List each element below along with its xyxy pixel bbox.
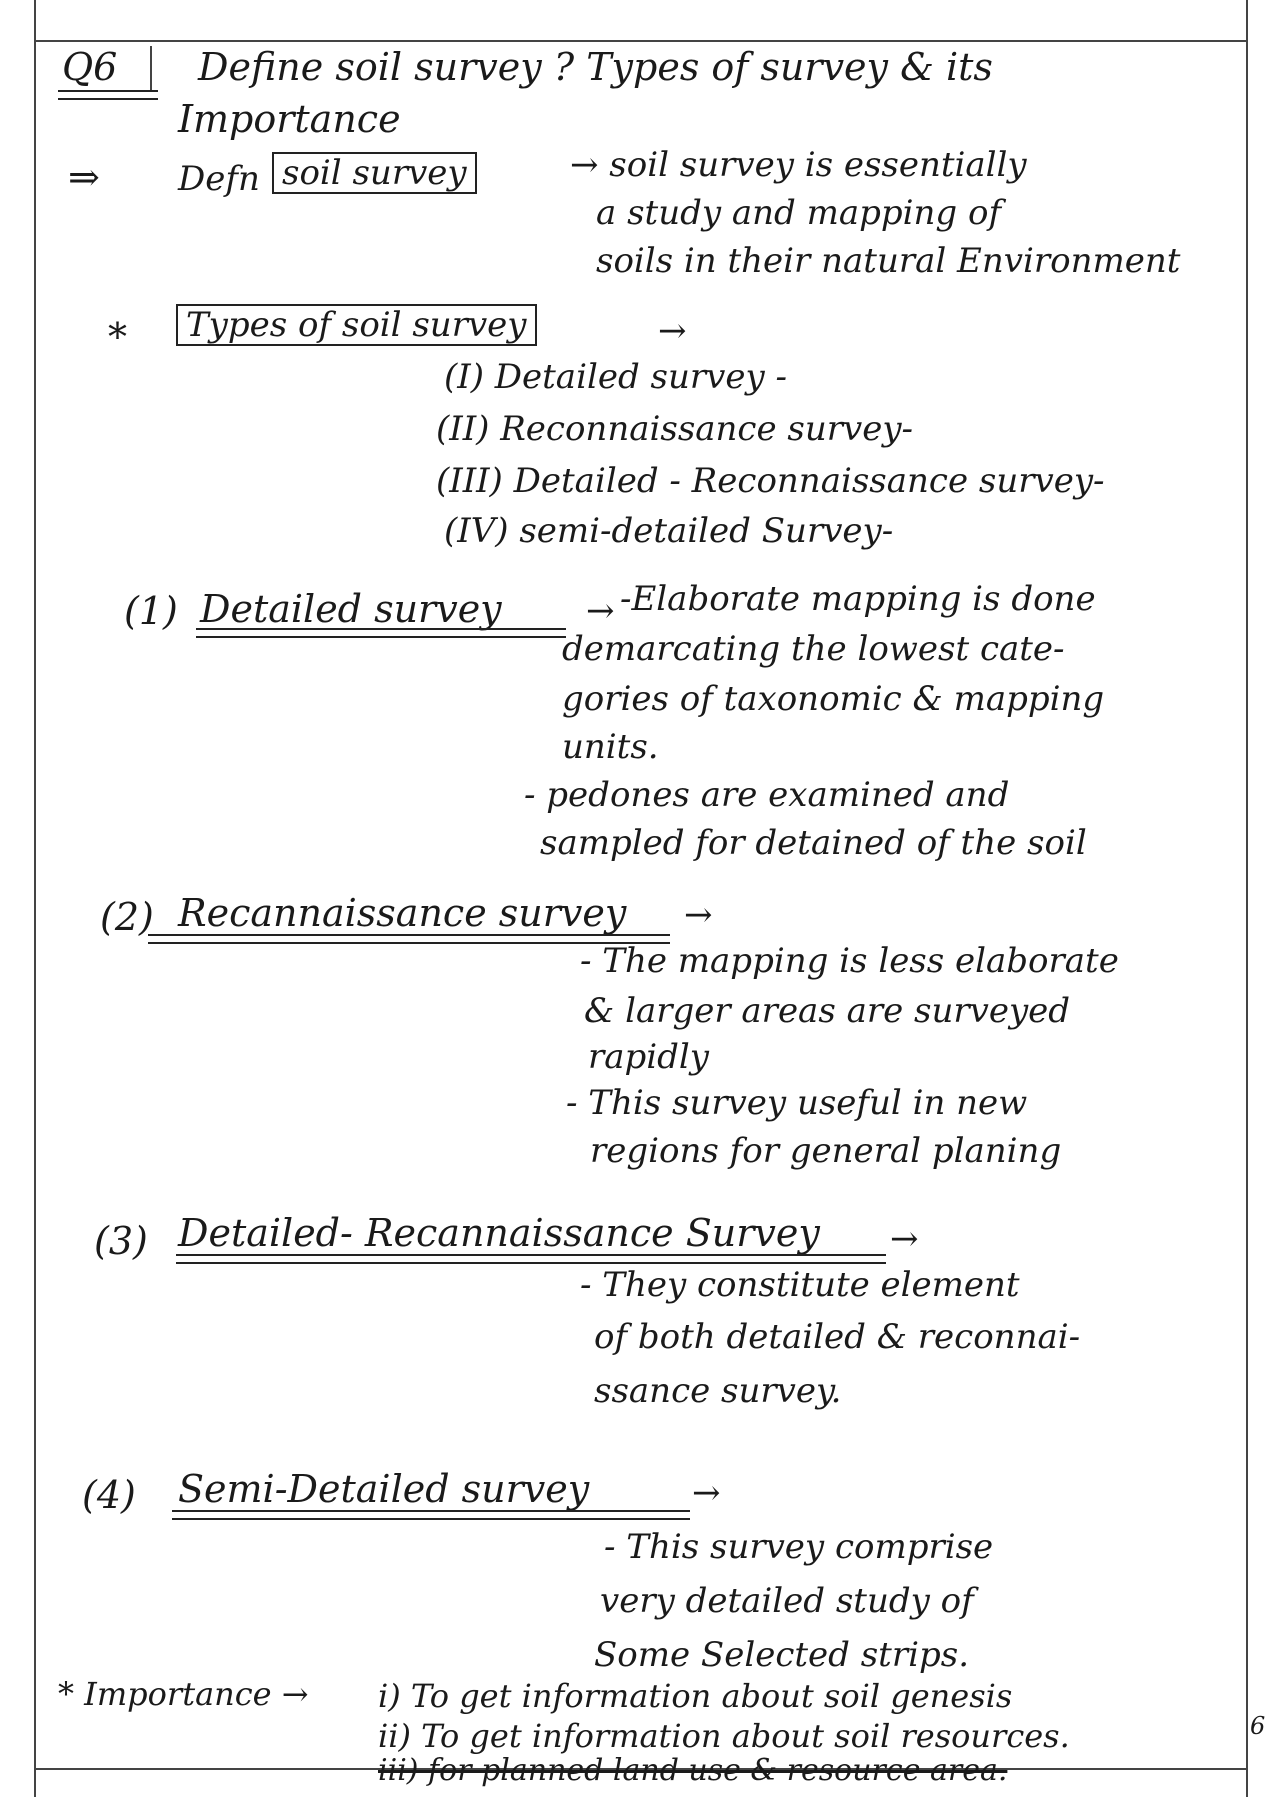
question-title-line2: Importance [178,97,401,141]
right-margin-line [1246,0,1248,1797]
section-3-line-3: ssance survey. [594,1371,842,1411]
definition-text-line2: a study and mapping of [596,193,1002,233]
section-4-title: Semi-Detailed survey [178,1467,590,1511]
importance-item-2: ii) To get information about soil resources. [378,1717,1070,1755]
section-1-line-2: demarcating the lowest cate- [562,629,1065,669]
section-3-line-2: of both detailed & reconnai- [594,1317,1081,1357]
section-2-line-1: - The mapping is less elaborate [580,941,1119,981]
section-4-line-2: very detailed study of [600,1581,974,1621]
question-title-line1: Define soil survey ? Types of survey & its [198,45,993,89]
definition-text-line1: → soil survey is essentially [570,145,1027,185]
types-item-2: (II) Reconnaissance survey- [436,409,914,449]
definition-term: soil survey [272,152,477,194]
definition-label: Defn [178,159,260,199]
section-1-number: (1) [124,589,178,633]
section-4-arrow: → [692,1473,721,1513]
section-1-line-5: - pedones are examined and [524,775,1010,815]
question-number-underline [58,90,158,100]
types-bullet: * [108,315,127,359]
section-1-title: Detailed survey [200,587,502,631]
types-heading-arrow: → [658,311,687,351]
section-1-line-6: sampled for detained of the soil [540,823,1087,863]
section-1-line-1: -Elaborate mapping is done [620,579,1096,619]
section-3-title-underline [176,1254,886,1264]
section-1-arrow: → [586,591,615,631]
types-item-4: (IV) semi-detailed Survey- [444,511,894,551]
section-3-title: Detailed- Recannaissance Survey [178,1211,820,1255]
section-3-arrow: → [890,1219,919,1259]
section-2-line-5: regions for general planing [590,1131,1062,1171]
definition-arrow: ⇒ [68,155,100,199]
section-4-line-1: - This survey comprise [604,1527,994,1567]
section-4-number: (4) [82,1473,136,1517]
importance-item-3: iii) for planned land use & resource area. [378,1753,1008,1788]
types-item-3: (III) Detailed - Reconnaissance survey- [436,461,1105,501]
section-2-line-4: - This survey useful in new [566,1083,1028,1123]
section-2-line-2: & larger areas are surveyed [584,991,1071,1031]
section-3-number: (3) [94,1219,148,1263]
top-margin-line [34,40,1248,42]
section-2-title: Recannaissance survey [178,891,627,935]
types-heading: Types of soil survey [176,304,537,346]
section-4-line-3: Some Selected strips. [594,1635,969,1675]
section-2-line-3: rapidly [588,1037,710,1077]
section-1-title-underline [196,628,566,638]
definition-text-line3: soils in their natural Environment [596,241,1181,281]
importance-label: * Importance → [58,1675,309,1713]
section-2-arrow: → [684,895,713,935]
importance-item-1: i) To get information about soil genesis [378,1677,1013,1715]
question-number-bar [150,46,152,90]
question-number: Q6 [62,45,118,89]
left-margin-line [34,0,36,1797]
section-2-number: (2) [100,895,154,939]
section-1-line-3: gories of taxonomic & mapping [562,679,1105,719]
types-item-1: (I) Detailed survey - [444,357,787,397]
section-1-line-4: units. [562,727,659,767]
page-number: 6 [1250,1712,1266,1740]
section-4-title-underline [172,1510,690,1520]
section-3-line-1: - They constitute element [580,1265,1020,1305]
